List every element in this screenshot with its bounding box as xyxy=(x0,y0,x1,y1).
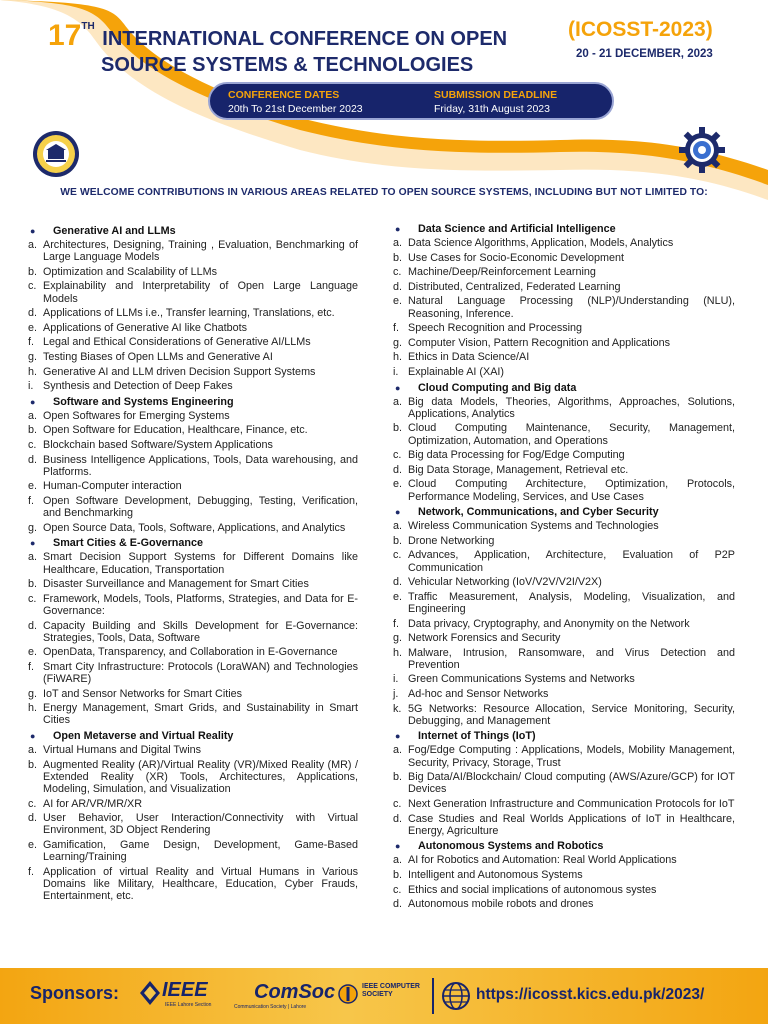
topic-section-title-text: Open Metaverse and Virtual Reality xyxy=(53,730,234,743)
topic-item-text: Computer Vision, Pattern Recognition and Applications xyxy=(408,336,671,349)
topic-item-letter: d. xyxy=(393,898,403,911)
topic-item-text: Vehicular Networking (IoV/V2V/V2I/V2X) xyxy=(408,576,602,589)
topic-item-letter: h. xyxy=(28,702,38,715)
topic-item xyxy=(393,549,735,573)
topic-item xyxy=(28,661,358,685)
topic-section-title xyxy=(393,381,735,396)
topic-item-text: Ethics in Data Science/AI xyxy=(408,351,530,364)
topic-section-title-text: Smart Cities & E-Governance xyxy=(53,537,204,550)
sponsors-label: Sponsors: xyxy=(30,983,120,1003)
topic-item xyxy=(393,632,735,644)
ieee-subtitle: IEEE Lahore Section xyxy=(165,1002,212,1008)
topic-item-text: Smart City Infrastructure: Protocols (LoraWAN) and Technologies (FiWARE) xyxy=(43,660,358,686)
topic-item-text: Open Source Data, Tools, Software, Applications, and Analytics xyxy=(43,521,346,534)
topic-section-title xyxy=(28,536,358,551)
topic-item xyxy=(28,702,358,726)
topic-item-text: Architectures, Designing, Training , Evaluation, Benchmarking of Large Language Models xyxy=(43,239,358,264)
submission-deadline-block xyxy=(434,88,557,116)
topic-item-letter: g. xyxy=(28,350,38,363)
topic-item-letter: e. xyxy=(28,839,38,852)
comsoc-wordmark: ComSoc xyxy=(254,981,336,1003)
topic-item xyxy=(28,866,358,903)
ieee-diamond-icon xyxy=(140,981,160,1005)
topic-item-letter: i. xyxy=(28,380,34,393)
welcome-heading: WE WELCOME CONTRIBUTIONS IN VARIOUS AREAS RELATED TO OPEN SOURCE SYSTEMS, INCLUDING BUT NOT LIMITED TO: xyxy=(60,187,708,198)
topic-item-letter: d. xyxy=(393,463,403,476)
topic-item-text: Explainability and Interpretability of Open Large Language Models xyxy=(43,280,358,305)
topic-item-text: Case Studies and Real Worlds Applications of IoT in Healthcare, Energy, Agriculture xyxy=(408,812,735,837)
topic-item-text: Big Data/AI/Blockchain/ Cloud computing (AWS/Azure/GCP) for IOT Devices xyxy=(408,771,735,796)
topic-item-text: Ad-hoc and Sensor Networks xyxy=(408,688,549,701)
topic-item-letter: f. xyxy=(28,865,34,878)
topic-section-title-text: Network, Communications, and Cyber Security xyxy=(418,506,659,519)
topic-item xyxy=(393,618,735,630)
topic-section xyxy=(28,729,358,902)
topic-item xyxy=(393,535,735,547)
topic-item-text: Advances, Application, Architecture, Evaluation of P2P Communication xyxy=(408,549,735,574)
topic-item-letter: a. xyxy=(393,854,403,867)
topic-item-text: Energy Management, Smart Grids, and Sustainability in Smart Cities xyxy=(43,702,358,727)
topic-item-text: Explainable AI (XAI) xyxy=(408,365,505,378)
title-number: 17 xyxy=(48,19,82,52)
topic-item xyxy=(393,322,735,334)
topic-section xyxy=(393,839,735,910)
topic-item xyxy=(393,237,735,249)
topic-item-text: Augmented Reality (AR)/Virtual Reality (VR)/Mixed Reality (MR) / Extended Reality (XR) Tools, Architectures, Applications, Modeling, Simulation, and Visualization xyxy=(43,758,358,796)
topic-item xyxy=(393,884,735,896)
topic-item-letter: b. xyxy=(393,251,403,264)
topic-item xyxy=(393,591,735,615)
topic-item-letter: g. xyxy=(393,632,403,645)
topic-item-text: Synthesis and Detection of Deep Fakes xyxy=(43,380,233,393)
sponsors-footer xyxy=(0,968,768,1024)
conference-title xyxy=(48,14,548,78)
topic-item-text: Applications of LLMs i.e., Transfer learning, Translations, etc. xyxy=(43,307,335,320)
topic-item-letter: c. xyxy=(28,797,37,810)
dates-banner xyxy=(208,82,614,120)
topic-item-letter: b. xyxy=(28,758,38,771)
topic-item-text: Data privacy, Cryptography, and Anonymity on the Network xyxy=(408,617,690,630)
topic-item-letter: g. xyxy=(393,336,403,349)
topic-item-letter: e. xyxy=(393,478,403,491)
topic-section xyxy=(393,222,735,378)
topic-item-text: OpenData, Transparency, and Collaboration in E-Governance xyxy=(43,646,338,659)
topic-section xyxy=(28,536,358,726)
topic-item-letter: a. xyxy=(28,239,38,251)
topic-item-letter: h. xyxy=(393,351,403,364)
comsoc-logo xyxy=(230,977,336,1013)
topic-item-letter: k. xyxy=(393,702,402,715)
topic-item-letter: e. xyxy=(393,590,403,603)
topic-item-text: Speech Recognition and Processing xyxy=(408,322,583,335)
topic-item-letter: a. xyxy=(393,395,403,408)
topic-item xyxy=(28,480,358,492)
topic-item-text: Open Software for Education, Healthcare, Finance, etc. xyxy=(43,424,308,437)
submission-deadline-value: Friday, 31th August 2023 xyxy=(434,103,550,115)
title-line-2: SOURCE SYSTEMS & TECHNOLOGIES xyxy=(101,54,474,76)
bullet-icon: ● xyxy=(395,507,401,518)
topic-section-title xyxy=(393,729,735,744)
topic-item xyxy=(28,620,358,644)
topic-item xyxy=(28,759,358,796)
topic-item-letter: a. xyxy=(393,237,403,249)
conference-abbreviation: (ICOSST-2023) xyxy=(568,18,713,41)
topic-item xyxy=(28,439,358,451)
topic-section-title xyxy=(28,395,358,410)
topic-item-text: Big data Models, Theories, Algorithms, Approaches, Solutions, Applications, Analytics xyxy=(408,395,735,420)
topic-item-text: Big data Processing for Fog/Edge Computing xyxy=(408,449,625,462)
topic-item xyxy=(28,812,358,836)
topic-item-text: Open Softwares for Emerging Systems xyxy=(43,409,230,422)
topic-item-letter: a. xyxy=(28,744,38,757)
topic-item xyxy=(28,351,358,363)
topic-item-letter: g. xyxy=(28,521,38,534)
topic-item-text: Traffic Measurement, Analysis, Modeling, Visualization, and Engineering xyxy=(408,590,735,615)
topic-item xyxy=(28,366,358,378)
topic-item-letter: d. xyxy=(393,280,403,293)
topic-item-text: User Behavior, User Interaction/Connectivity with Virtual Environment, 3D Object Rendering xyxy=(43,812,358,837)
topic-item-letter: h. xyxy=(28,365,38,378)
computer-society-logo xyxy=(338,977,428,1013)
topic-item-letter: a. xyxy=(28,409,38,422)
topic-item-text: Capacity Building and Skills Development for E-Governance: Strategies, Tools, Data, Software xyxy=(43,619,358,644)
topic-section xyxy=(393,381,735,503)
topic-item-letter: f. xyxy=(28,494,34,507)
conference-dates-value: 20th To 21st December 2023 xyxy=(228,103,363,115)
topic-item-letter: c. xyxy=(28,280,37,293)
topic-section-title-text: Software and Systems Engineering xyxy=(53,395,234,408)
topic-item-text: Natural Language Processing (NLP)/Understanding (NLU), Reasoning, Inference. xyxy=(408,295,735,320)
topic-item-text: Malware, Intrusion, Ransomware, and Virus Detection and Prevention xyxy=(408,646,735,671)
topic-item xyxy=(28,280,358,304)
topic-item-letter: f. xyxy=(28,336,34,349)
topics-right-column xyxy=(393,222,735,913)
topic-item-letter: f. xyxy=(393,322,399,335)
topic-item-letter: a. xyxy=(28,551,38,564)
bullet-icon: ● xyxy=(30,538,36,549)
topic-item xyxy=(393,576,735,588)
bullet-icon: ● xyxy=(395,841,401,852)
topic-item xyxy=(393,703,735,727)
topic-item-text: Cloud Computing Architecture, Optimization, Protocols, Performance Modeling, Services, and Use Cases xyxy=(408,478,735,503)
topic-item-text: Green Communications Systems and Networks xyxy=(408,673,635,686)
topic-item-text: AI for Robotics and Automation: Real World Applications xyxy=(408,854,677,867)
topic-item xyxy=(28,410,358,422)
topic-item-text: Gamification, Game Design, Development, Game-Based Learning/Training xyxy=(43,839,358,864)
topic-item-text: Use Cases for Socio-Economic Development xyxy=(408,251,625,264)
conference-dates-label: CONFERENCE DATES xyxy=(228,89,340,101)
topic-item xyxy=(393,396,735,420)
topic-item-letter: e. xyxy=(28,480,38,493)
conference-dates-top: 20 - 21 DECEMBER, 2023 xyxy=(576,48,713,60)
topic-section-title xyxy=(28,729,358,744)
topic-item-letter: b. xyxy=(393,869,403,882)
topic-item-text: Open Software Development, Debugging, Testing, Verification, and Benchmarking xyxy=(43,494,358,520)
topic-item-text: Virtual Humans and Digital Twins xyxy=(43,744,202,757)
topic-section xyxy=(28,395,358,534)
topic-item-text: Business Intelligence Applications, Tools, Data warehousing, and Platforms. xyxy=(43,453,358,478)
topic-item-text: Machine/Deep/Reinforcement Learning xyxy=(408,266,596,279)
topic-item-letter: d. xyxy=(28,307,38,320)
topic-item-letter: d. xyxy=(28,453,38,466)
topic-item-letter: f. xyxy=(393,617,399,630)
topic-item-letter: h. xyxy=(393,646,403,659)
topic-item-letter: b. xyxy=(28,578,38,591)
topic-item-letter: j. xyxy=(393,688,399,701)
bullet-icon: ● xyxy=(395,731,401,742)
topic-item-letter: a. xyxy=(393,744,403,757)
bullet-icon: ● xyxy=(395,382,401,393)
topic-item xyxy=(393,337,735,349)
topic-item-text: Data Science Algorithms, Application, Models, Analytics xyxy=(408,237,674,249)
topic-item-text: Blockchain based Software/System Applications xyxy=(43,438,273,451)
topic-item-letter: d. xyxy=(393,812,403,825)
topic-item-text: Legal and Ethical Considerations of Generative AI/LLMs xyxy=(43,336,311,349)
comsoc-subtitle: Communication Society | Lahore xyxy=(234,1004,307,1010)
topic-item-text: Fog/Edge Computing : Applications, Models, Mobility Management, Security, Privacy, Storage, Trust xyxy=(408,744,735,769)
topic-section-title xyxy=(393,222,735,237)
computer-society-emblem-icon xyxy=(338,983,358,1005)
topic-item-text: Applications of Generative AI like Chatbots xyxy=(43,321,248,334)
topic-item xyxy=(393,869,735,881)
topic-section xyxy=(393,729,735,837)
topic-item-letter: b. xyxy=(28,265,38,278)
topic-item-letter: e. xyxy=(28,321,38,334)
topic-item-letter: f. xyxy=(28,660,34,673)
submission-deadline-label: SUBMISSION DEADLINE xyxy=(434,89,558,101)
topic-item xyxy=(393,520,735,532)
topic-item-text: Generative AI and LLM driven Decision Support Systems xyxy=(43,365,316,378)
topic-item-text: Cloud Computing Maintenance, Security, Management, Optimization, Automation, and Operations xyxy=(408,422,735,447)
topic-item xyxy=(28,551,358,575)
topic-item-letter: c. xyxy=(393,798,402,811)
title-line-1: INTERNATIONAL CONFERENCE ON OPEN xyxy=(102,28,508,50)
topic-item-letter: c. xyxy=(393,549,402,562)
topic-item xyxy=(28,522,358,534)
topic-item-text: Wireless Communication Systems and Technologies xyxy=(408,520,659,533)
topic-item-letter: i. xyxy=(393,673,399,686)
topic-item-text: Application of virtual Reality and Virtual Humans in Various Domains like Military, Healthcare, Education, Cyber Frauds, Entertainment, etc. xyxy=(43,865,358,903)
topic-section-title-text: Data Science and Artificial Intelligence xyxy=(418,223,616,235)
topic-item xyxy=(393,854,735,866)
topic-item-text: Network Forensics and Security xyxy=(408,632,561,645)
topic-item-letter: a. xyxy=(393,520,403,533)
topic-item-text: Ethics and social implications of autonomous systes xyxy=(408,883,657,896)
topic-item xyxy=(393,798,735,810)
topic-item-text: Disaster Surveillance and Management for Smart Cities xyxy=(43,578,309,591)
title-ordinal: TH xyxy=(81,21,95,32)
globe-icon xyxy=(441,981,471,1011)
topic-item-text: Testing Biases of Open LLMs and Generative AI xyxy=(43,350,273,363)
topic-item xyxy=(28,646,358,658)
topic-item xyxy=(393,366,735,378)
topic-item-text: Drone Networking xyxy=(408,534,495,547)
topic-item-letter: d. xyxy=(393,576,403,589)
topic-item-letter: b. xyxy=(28,424,38,437)
topic-item xyxy=(393,688,735,700)
topic-item xyxy=(28,322,358,334)
topic-section-title-text: Generative AI and LLMs xyxy=(53,225,176,237)
topic-item xyxy=(28,744,358,756)
topic-item xyxy=(28,454,358,478)
topic-item xyxy=(393,422,735,446)
topic-item xyxy=(28,380,358,392)
topic-section xyxy=(28,224,358,392)
topic-item-letter: c. xyxy=(393,266,402,279)
topic-item xyxy=(393,351,735,363)
ieee-logo xyxy=(140,977,222,1013)
topic-item-letter: d. xyxy=(28,812,38,825)
ieee-wordmark: IEEE xyxy=(162,979,208,1001)
topic-item-letter: b. xyxy=(393,771,403,784)
topic-item xyxy=(28,307,358,319)
topic-item-letter: c. xyxy=(28,592,37,605)
topic-section-title xyxy=(393,505,735,520)
topic-item xyxy=(28,495,358,519)
bullet-icon: ● xyxy=(395,224,401,234)
topic-item-letter: i. xyxy=(393,365,399,378)
topic-item-text: Big Data Storage, Management, Retrieval etc. xyxy=(408,463,629,476)
topic-item xyxy=(28,839,358,863)
topic-item-letter: c. xyxy=(393,449,402,462)
topic-item xyxy=(393,771,735,795)
topic-item-text: Distributed, Centralized, Federated Learning xyxy=(408,280,621,293)
topic-item xyxy=(28,266,358,278)
topic-item xyxy=(393,478,735,502)
topic-item xyxy=(28,336,358,348)
topic-section-title-text: Autonomous Systems and Robotics xyxy=(418,840,604,853)
topic-item xyxy=(393,449,735,461)
bullet-icon: ● xyxy=(30,226,36,236)
topic-item-text: AI for AR/VR/MR/XR xyxy=(43,797,142,810)
topic-item xyxy=(393,266,735,278)
conference-dates-block xyxy=(228,88,363,116)
topic-item xyxy=(393,295,735,319)
topic-item-text: Intelligent and Autonomous Systems xyxy=(408,869,583,882)
topic-item-text: 5G Networks: Resource Allocation, Service Monitoring, Security, Debugging, and Management xyxy=(408,702,735,727)
topic-item xyxy=(393,252,735,264)
topic-item xyxy=(28,593,358,617)
topic-item xyxy=(28,239,358,263)
topic-item xyxy=(393,673,735,685)
topic-item-text: Optimization and Scalability of LLMs xyxy=(43,265,218,278)
topic-item-letter: b. xyxy=(393,422,403,435)
topic-section-title-text: Internet of Things (IoT) xyxy=(418,730,536,743)
topic-item-text: Framework, Models, Tools, Platforms, Strategies, and Data for E-Governance: xyxy=(43,592,358,617)
topic-item-text: Human-Computer interaction xyxy=(43,480,182,493)
topic-section-title xyxy=(28,224,358,239)
topic-item xyxy=(393,744,735,768)
topic-item-letter: g. xyxy=(28,687,38,700)
topic-item-letter: e. xyxy=(28,646,38,659)
topic-section-title-text: Cloud Computing and Big data xyxy=(418,381,577,394)
topic-section xyxy=(393,505,735,727)
kics-gear-logo xyxy=(678,126,726,174)
topic-item xyxy=(28,688,358,700)
topic-item xyxy=(393,647,735,671)
topic-item xyxy=(393,813,735,837)
bullet-icon: ● xyxy=(30,731,36,742)
university-seal-logo xyxy=(32,130,80,178)
topic-item-text: IoT and Sensor Networks for Smart Cities xyxy=(43,687,243,700)
topic-item xyxy=(393,281,735,293)
conference-url-link[interactable]: https://icosst.kics.edu.pk/2023/ xyxy=(476,986,705,1003)
topic-item xyxy=(28,798,358,810)
topic-item xyxy=(393,898,735,910)
topic-item-letter: d. xyxy=(28,619,38,632)
topic-item-letter: e. xyxy=(393,295,403,308)
topic-item-letter: b. xyxy=(393,534,403,547)
footer-divider xyxy=(432,978,434,1014)
topic-item-text: Smart Decision Support Systems for Different Domains like Healthcare, Education, Transportation xyxy=(43,551,358,576)
topic-item xyxy=(28,424,358,436)
topics-left-column xyxy=(28,224,358,905)
topic-item-text: Next Generation Infrastructure and Communication Protocols for IoT xyxy=(408,798,735,811)
topic-item-letter: c. xyxy=(393,883,402,896)
bullet-icon: ● xyxy=(30,396,36,407)
topic-item xyxy=(28,578,358,590)
topic-item-letter: c. xyxy=(28,438,37,451)
topic-item xyxy=(393,464,735,476)
topic-item-text: Autonomous mobile robots and drones xyxy=(408,898,594,911)
computer-society-wordmark: IEEE COMPUTER SOCIETY xyxy=(362,983,420,998)
topic-section-title xyxy=(393,839,735,854)
